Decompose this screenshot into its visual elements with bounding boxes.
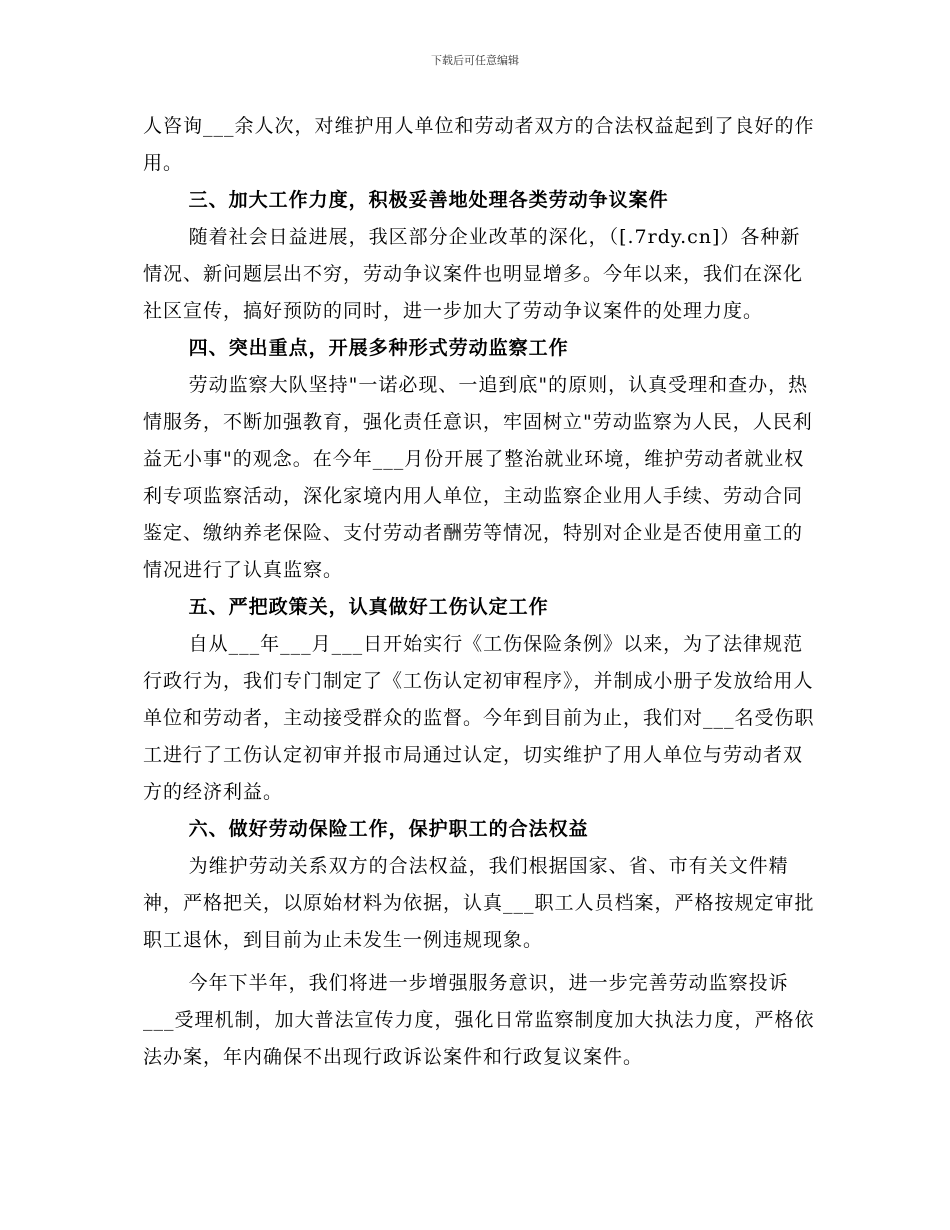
paragraph-labor-inspection: 劳动监察大队坚持"一诺必现、一追到底"的原则，认真受理和查办，热情服务，不断加强教育，强化责任意识，牢固树立"劳动监察为人民，人民利益无小事"的观念。在今年___月份开展了整治就业环境，维护劳动者就业权利专项监察活动，深化家境内用人单位，主动监察企业用人手续、劳动合同鉴定、缴纳养老保险、支付劳动者酬劳等情况，特别对企业是否使用童工的情况进行了认真监察。: [143, 374, 813, 581]
paragraph-second-half-plan: 今年下半年，我们将进一步增强服务意识，进一步完善劳动监察投诉___受理机制，加大普法宣传力度，强化日常监察制度加大执法力度，严格依法办案，年内确保不出现行政诉讼案件和行政复议案件。: [143, 972, 815, 1068]
section-heading-6: 六、做好劳动保险工作，保护职工的合法权益: [188, 818, 589, 840]
section-heading-5: 五、严把政策关，认真做好工伤认定工作: [188, 596, 549, 618]
paragraph-labor-disputes: 随着社会日益进展，我区部分企业改革的深化，（[.7rdy.cn]）各种新情况、新问题层出不穷，劳动争议案件也明显增多。今年以来，我们在深化社区宣传，搞好预防的同时，进一步加大了劳动争议案件的处理力度。: [143, 226, 804, 322]
paragraph-injury-recognition: 自从___年___月___日开始实行《工伤保险条例》以来，为了法律规范行政行为，我们专门制定了《工伤认定初审程序》，并制成小册子发放给用人单位和劳动者，主动接受群众的监督。今年到目前为止，我们对___名受伤职工进行了工伤认定初审并报市局通过认定，切实维护了用人单位与劳动者双方的经济利益。: [143, 633, 815, 803]
document-body: [143, 108, 815, 1076]
paragraph-labor-insurance: 为维护劳动关系双方的合法权益，我们根据国家、省、市有关文件精神，严格把关，以原始材料为依据，认真___职工人员档案，严格按规定审批职工退休，到目前为止未发生一例违规现象。: [143, 855, 815, 951]
page-header-note: 下载后可任意编辑: [431, 54, 519, 67]
section-heading-4: 四、突出重点，开展多种形式劳动监察工作: [188, 337, 569, 359]
paragraph-continued: 人咨询___余人次，对维护用人单位和劳动者双方的合法权益起到了良好的作用。: [143, 115, 815, 174]
section-heading-3: 三、加大工作力度，积极妥善地处理各类劳动争议案件: [188, 189, 669, 211]
